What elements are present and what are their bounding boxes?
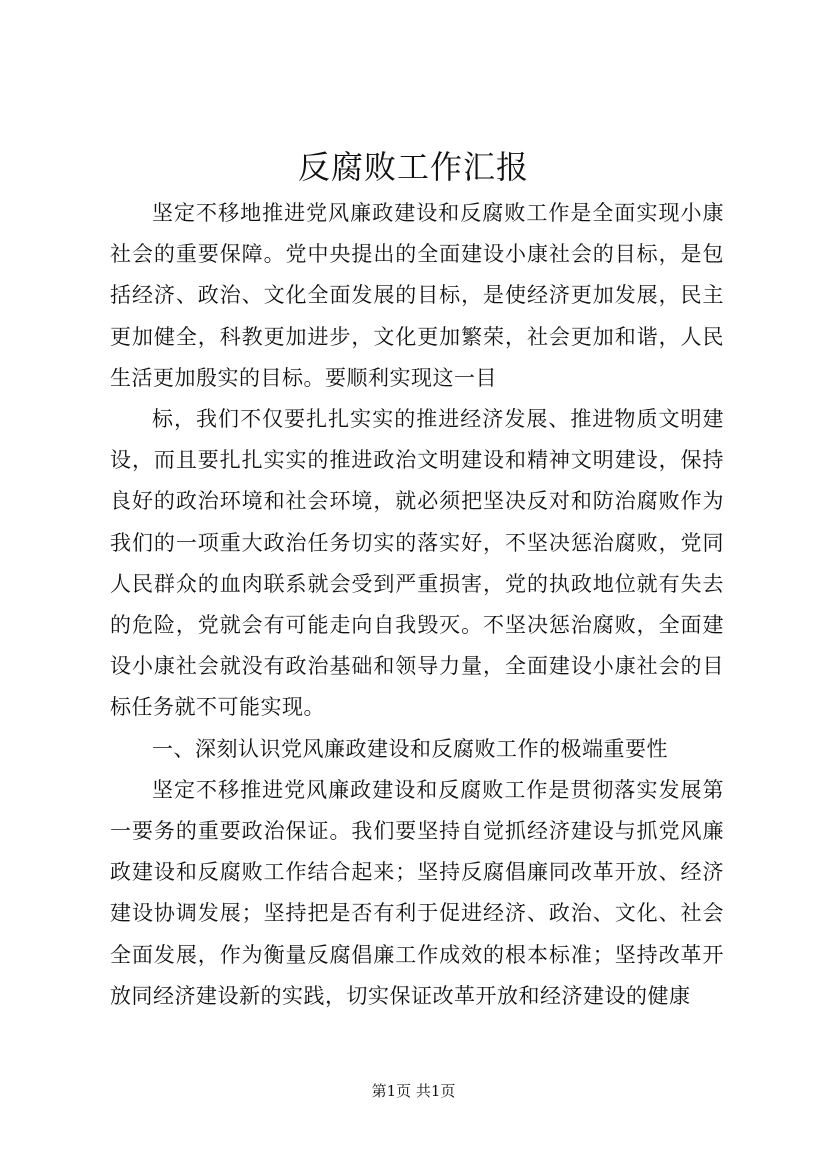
document-title: 反腐败工作汇报 <box>297 148 529 186</box>
paragraph: 坚定不移地推进党风廉政建设和反腐败工作是全面实现小康社会的重要保障。党中央提出的全面建设小康社会的目标，是包括经济、政治、文化全面发展的目标，是使经济更加发展，民主更加健全，科教更加进步，文化更加繁荣，社会更加和谐，人民生活更加殷实的目标。要顺利实现这一目 <box>110 201 724 390</box>
page-footer: 第1页 共1页 <box>371 1082 456 1100</box>
paragraph: 标，我们不仅要扎扎实实的推进经济发展、推进物质文明建设，而且要扎扎实实的推进政治文明建设和精神文明建设，保持良好的政治环境和社会环境，就必须把坚决反对和防治腐败作为我们的一项重大政治任务切实的落实好，不坚决惩治腐败，党同人民群众的血肉联系就会受到严重损害，党的执政地位就有失去的危险，党就会有可能走向自我毁灭。不坚决惩治腐败，全面建设小康社会就没有政治基础和领导力量，全面建设小康社会的目标任务就不可能实现。 <box>110 407 724 720</box>
section-heading: 一、深刻认识党风廉政建设和反腐败工作的极端重要性 <box>152 736 668 761</box>
paragraph: 坚定不移推进党风廉政建设和反腐败工作是贯彻落实发展第一要务的重要政治保证。我们要坚持自觉抓经济建设与抓党风廉政建设和反腐败工作结合起来；坚持反腐倡廉同改革开放、经济建设协调发展；坚持把是否有利于促进经济、政治、文化、社会全面发展，作为衡量反腐倡廉工作成效的根本标准；坚持改革开放同经济建设新的实践，切实保证改革开放和经济建设的健康 <box>110 777 724 1008</box>
document-body <box>110 193 724 1017</box>
